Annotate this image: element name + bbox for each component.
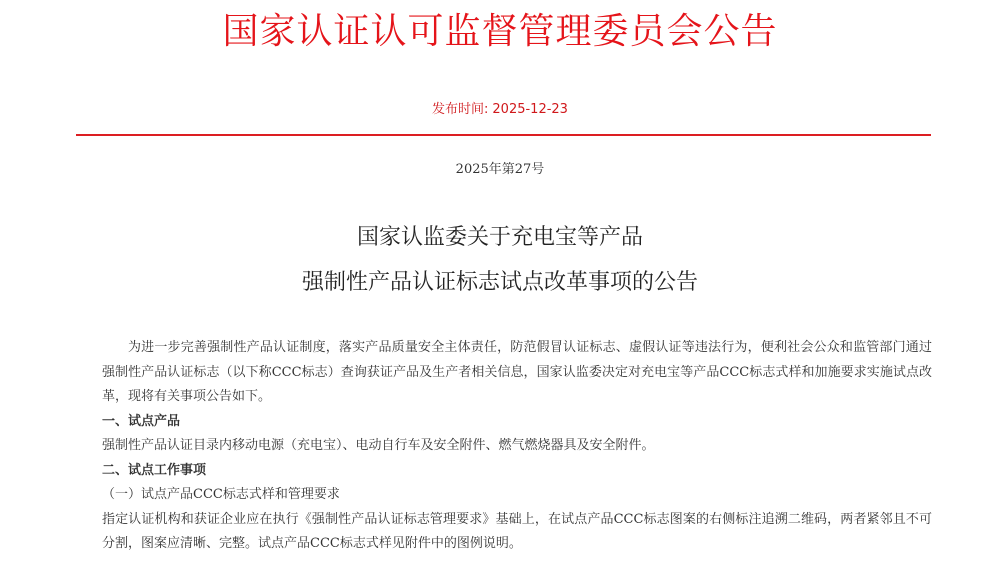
section-heading-pilot-products: 一、试点产品 xyxy=(102,413,181,429)
section-heading-pilot-work: 二、试点工作事项 xyxy=(102,462,207,478)
intro-paragraph: 为进一步完善强制性产品认证制度，落实产品质量安全主体责任，防范假冒认证标志、虚假认证等违法行为，便利社会公众和监管部门通过强制性产品认证标志（以下称CCC标志）查询获证产品及生产者相关信息，国家认监委决定对充电宝等产品CCC标志式样和加施要求实施试点改革，现将有关事项公告如下。 xyxy=(102,340,932,404)
masthead-title: 国家认证认可监督管理委员会公告 xyxy=(222,11,778,52)
publish-date xyxy=(0,100,1000,120)
document-number: 2025年第27号 xyxy=(455,162,545,177)
header-divider xyxy=(76,134,931,136)
pilot-products-paragraph: 强制性产品认证目录内移动电源（充电宝）、电动自行车及安全附件、燃气燃烧器具及安全附件。 xyxy=(102,438,655,453)
announcement-body xyxy=(102,336,932,557)
mark-requirements-paragraph: 指定认证机构和获证企业应在执行《强制性产品认证标志管理要求》基础上，在试点产品CCC标志图案的右侧标注追溯二维码，两者紧邻且不可分割，图案应清晰、完整。试点产品CCC标志式样见附件中的图例说明。 xyxy=(102,511,932,551)
publish-date-label: 发布时间: xyxy=(432,102,489,117)
document-title-line-1: 国家认监委关于充电宝等产品 xyxy=(356,225,643,250)
publish-date-value: 2025-12-23 xyxy=(492,102,568,117)
document-title-line-2: 强制性产品认证标志试点改革事项的公告 xyxy=(301,270,698,295)
subsection-heading-mark-requirements: （一）试点产品CCC标志式样和管理要求 xyxy=(102,487,340,502)
